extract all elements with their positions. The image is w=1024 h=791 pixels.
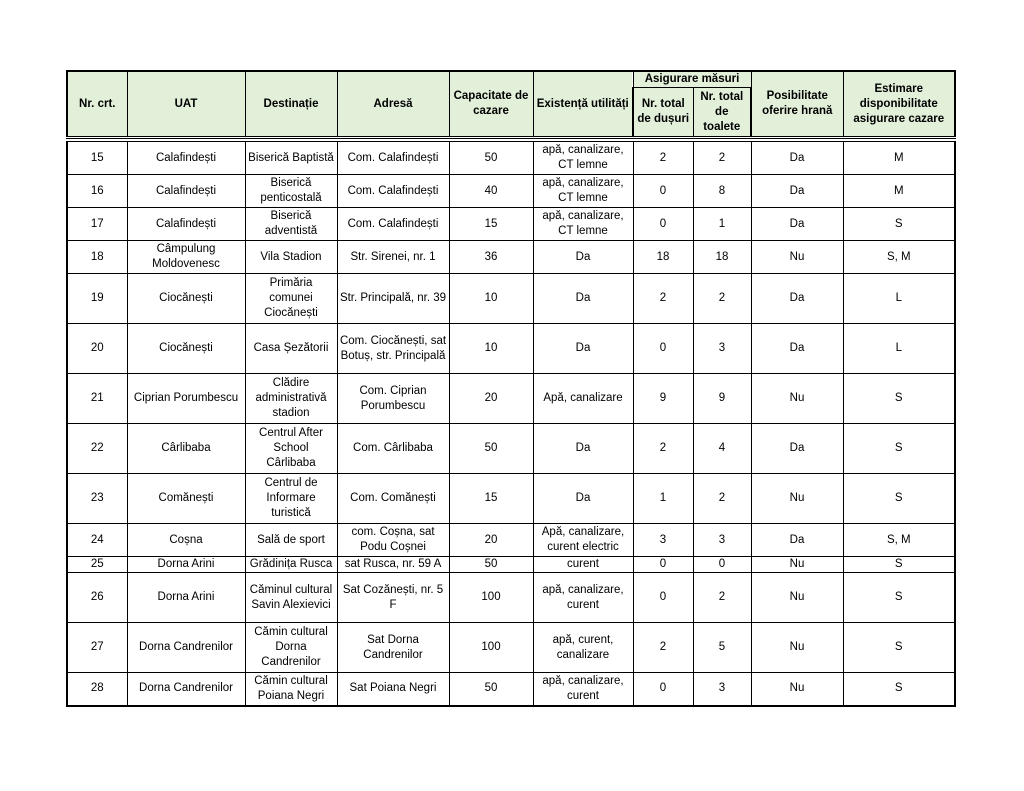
cell-toalete: 3 — [693, 524, 751, 557]
cell-nr: 27 — [67, 623, 127, 673]
cell-capacitate: 50 — [449, 142, 533, 175]
cell-uat: Dorna Arini — [127, 557, 245, 573]
cell-destinatie: Casa Șezătorii — [245, 324, 337, 374]
table-body — [67, 138, 955, 706]
header-capacitate: Capacitate de cazare — [449, 71, 533, 138]
cell-adresa: com. Coșna, sat Podu Coșnei — [337, 524, 449, 557]
cell-destinatie: Clădire administrativă stadion — [245, 374, 337, 424]
cell-toalete: 4 — [693, 424, 751, 474]
header-dusuri: Nr. total de dușuri — [633, 88, 693, 138]
cell-nr: 16 — [67, 175, 127, 208]
cell-dusuri: 2 — [633, 424, 693, 474]
table-row — [67, 241, 955, 274]
cell-nr: 26 — [67, 573, 127, 623]
table-row — [67, 524, 955, 557]
cell-adresa: Com. Calafindești — [337, 142, 449, 175]
accommodation-table — [66, 70, 956, 707]
cell-capacitate: 20 — [449, 374, 533, 424]
cell-adresa: Sat Cozănești, nr. 5 F — [337, 573, 449, 623]
cell-toalete: 2 — [693, 474, 751, 524]
cell-dusuri: 0 — [633, 557, 693, 573]
cell-utilitati: Da — [533, 274, 633, 324]
cell-dusuri: 0 — [633, 324, 693, 374]
cell-estimare: S — [843, 208, 955, 241]
cell-toalete: 3 — [693, 324, 751, 374]
table-row — [67, 474, 955, 524]
cell-adresa: Com. Comănești — [337, 474, 449, 524]
cell-estimare: S — [843, 474, 955, 524]
table-header — [67, 71, 955, 138]
cell-estimare: M — [843, 142, 955, 175]
cell-destinatie: Vila Stadion — [245, 241, 337, 274]
cell-dusuri: 3 — [633, 524, 693, 557]
table-row — [67, 573, 955, 623]
cell-uat: Cârlibaba — [127, 424, 245, 474]
cell-destinatie: Sală de sport — [245, 524, 337, 557]
cell-capacitate: 50 — [449, 557, 533, 573]
cell-toalete: 9 — [693, 374, 751, 424]
cell-toalete: 3 — [693, 673, 751, 706]
cell-toalete: 2 — [693, 573, 751, 623]
header-utilitati: Existență utilități — [533, 71, 633, 138]
header-asigurare-masuri: Asigurare măsuri — [633, 71, 751, 88]
cell-utilitati: apă, canalizare, CT lemne — [533, 142, 633, 175]
cell-utilitati: Da — [533, 241, 633, 274]
cell-adresa: Com. Ciocănești, sat Botuș, str. Principală — [337, 324, 449, 374]
table-row — [67, 274, 955, 324]
cell-nr: 20 — [67, 324, 127, 374]
cell-estimare: S — [843, 623, 955, 673]
header-estimare: Estimare disponibilitate asigurare cazare — [843, 71, 955, 138]
cell-destinatie: Biserică penticostală — [245, 175, 337, 208]
cell-destinatie: Cămin cultural Dorna Candrenilor — [245, 623, 337, 673]
cell-capacitate: 40 — [449, 175, 533, 208]
cell-capacitate: 15 — [449, 474, 533, 524]
table-row — [67, 673, 955, 706]
cell-toalete: 1 — [693, 208, 751, 241]
cell-adresa: sat Rusca, nr. 59 A — [337, 557, 449, 573]
cell-hrana: Nu — [751, 557, 843, 573]
cell-utilitati: Da — [533, 474, 633, 524]
header-destinatie: Destinație — [245, 71, 337, 138]
cell-toalete: 5 — [693, 623, 751, 673]
cell-destinatie: Primăria comunei Ciocănești — [245, 274, 337, 324]
header-adresa: Adresă — [337, 71, 449, 138]
cell-nr: 23 — [67, 474, 127, 524]
cell-nr: 15 — [67, 142, 127, 175]
cell-estimare: S, M — [843, 524, 955, 557]
cell-uat: Ciocănești — [127, 324, 245, 374]
cell-estimare: S — [843, 424, 955, 474]
header-nr: Nr. crt. — [67, 71, 127, 138]
cell-utilitati: apă, canalizare, CT lemne — [533, 175, 633, 208]
cell-hrana: Nu — [751, 241, 843, 274]
cell-uat: Calafindești — [127, 175, 245, 208]
cell-utilitati: Da — [533, 324, 633, 374]
cell-hrana: Da — [751, 424, 843, 474]
cell-toalete: 0 — [693, 557, 751, 573]
cell-dusuri: 1 — [633, 474, 693, 524]
header-hrana: Posibilitate oferire hrană — [751, 71, 843, 138]
cell-estimare: S — [843, 557, 955, 573]
cell-uat: Calafindești — [127, 142, 245, 175]
cell-adresa: Sat Poiana Negri — [337, 673, 449, 706]
cell-nr: 18 — [67, 241, 127, 274]
cell-dusuri: 9 — [633, 374, 693, 424]
table-row — [67, 374, 955, 424]
cell-dusuri: 0 — [633, 573, 693, 623]
cell-estimare: L — [843, 274, 955, 324]
cell-estimare: M — [843, 175, 955, 208]
cell-toalete: 8 — [693, 175, 751, 208]
cell-adresa: Com. Ciprian Porumbescu — [337, 374, 449, 424]
cell-dusuri: 2 — [633, 623, 693, 673]
cell-dusuri: 0 — [633, 175, 693, 208]
cell-dusuri: 2 — [633, 142, 693, 175]
table-row — [67, 175, 955, 208]
cell-adresa: Com. Calafindești — [337, 175, 449, 208]
cell-estimare: S — [843, 374, 955, 424]
cell-hrana: Nu — [751, 374, 843, 424]
header-toalete: Nr. total de toalete — [693, 88, 751, 138]
table-row — [67, 557, 955, 573]
cell-nr: 22 — [67, 424, 127, 474]
cell-destinatie: Cămin cultural Poiana Negri — [245, 673, 337, 706]
table-row — [67, 324, 955, 374]
cell-destinatie: Grădinița Rusca — [245, 557, 337, 573]
cell-adresa: Com. Calafindești — [337, 208, 449, 241]
cell-dusuri: 18 — [633, 241, 693, 274]
cell-hrana: Da — [751, 208, 843, 241]
cell-utilitati: apă, canalizare, curent — [533, 673, 633, 706]
cell-nr: 17 — [67, 208, 127, 241]
cell-destinatie: Biserică Baptistă — [245, 142, 337, 175]
cell-dusuri: 0 — [633, 673, 693, 706]
cell-destinatie: Centrul de Informare turistică — [245, 474, 337, 524]
cell-capacitate: 10 — [449, 274, 533, 324]
cell-destinatie: Biserică adventistă — [245, 208, 337, 241]
cell-utilitati: apă, curent, canalizare — [533, 623, 633, 673]
cell-capacitate: 20 — [449, 524, 533, 557]
cell-utilitati: curent — [533, 557, 633, 573]
cell-nr: 19 — [67, 274, 127, 324]
table-row — [67, 142, 955, 175]
cell-nr: 24 — [67, 524, 127, 557]
cell-nr: 28 — [67, 673, 127, 706]
cell-capacitate: 10 — [449, 324, 533, 374]
header-uat: UAT — [127, 71, 245, 138]
cell-hrana: Da — [751, 274, 843, 324]
cell-toalete: 2 — [693, 142, 751, 175]
cell-destinatie: Căminul cultural Savin Alexievici — [245, 573, 337, 623]
cell-capacitate: 15 — [449, 208, 533, 241]
cell-nr: 25 — [67, 557, 127, 573]
cell-uat: Coșna — [127, 524, 245, 557]
cell-uat: Dorna Arini — [127, 573, 245, 623]
cell-capacitate: 100 — [449, 623, 533, 673]
cell-capacitate: 50 — [449, 424, 533, 474]
cell-utilitati: apă, canalizare, CT lemne — [533, 208, 633, 241]
cell-hrana: Nu — [751, 573, 843, 623]
table-row — [67, 623, 955, 673]
cell-hrana: Da — [751, 524, 843, 557]
cell-uat: Comănești — [127, 474, 245, 524]
cell-hrana: Nu — [751, 474, 843, 524]
cell-estimare: S — [843, 573, 955, 623]
cell-capacitate: 36 — [449, 241, 533, 274]
cell-dusuri: 2 — [633, 274, 693, 324]
table-row — [67, 424, 955, 474]
cell-uat: Câmpulung Moldovenesc — [127, 241, 245, 274]
cell-utilitati: Apă, canalizare, curent electric — [533, 524, 633, 557]
cell-hrana: Da — [751, 324, 843, 374]
cell-uat: Dorna Candrenilor — [127, 623, 245, 673]
cell-nr: 21 — [67, 374, 127, 424]
cell-hrana: Da — [751, 175, 843, 208]
cell-adresa: Str. Sirenei, nr. 1 — [337, 241, 449, 274]
cell-capacitate: 100 — [449, 573, 533, 623]
cell-capacitate: 50 — [449, 673, 533, 706]
cell-utilitati: Apă, canalizare — [533, 374, 633, 424]
cell-hrana: Nu — [751, 673, 843, 706]
cell-dusuri: 0 — [633, 208, 693, 241]
cell-estimare: S — [843, 673, 955, 706]
cell-destinatie: Centrul After School Cârlibaba — [245, 424, 337, 474]
cell-adresa: Sat Dorna Candrenilor — [337, 623, 449, 673]
cell-uat: Ciocănești — [127, 274, 245, 324]
cell-hrana: Da — [751, 142, 843, 175]
cell-uat: Dorna Candrenilor — [127, 673, 245, 706]
cell-estimare: L — [843, 324, 955, 374]
cell-uat: Ciprian Porumbescu — [127, 374, 245, 424]
cell-uat: Calafindești — [127, 208, 245, 241]
cell-adresa: Str. Principală, nr. 39 — [337, 274, 449, 324]
cell-estimare: S, M — [843, 241, 955, 274]
cell-utilitati: apă, canalizare, curent — [533, 573, 633, 623]
table-row — [67, 208, 955, 241]
cell-utilitati: Da — [533, 424, 633, 474]
cell-toalete: 2 — [693, 274, 751, 324]
cell-toalete: 18 — [693, 241, 751, 274]
cell-adresa: Com. Cârlibaba — [337, 424, 449, 474]
cell-hrana: Nu — [751, 623, 843, 673]
